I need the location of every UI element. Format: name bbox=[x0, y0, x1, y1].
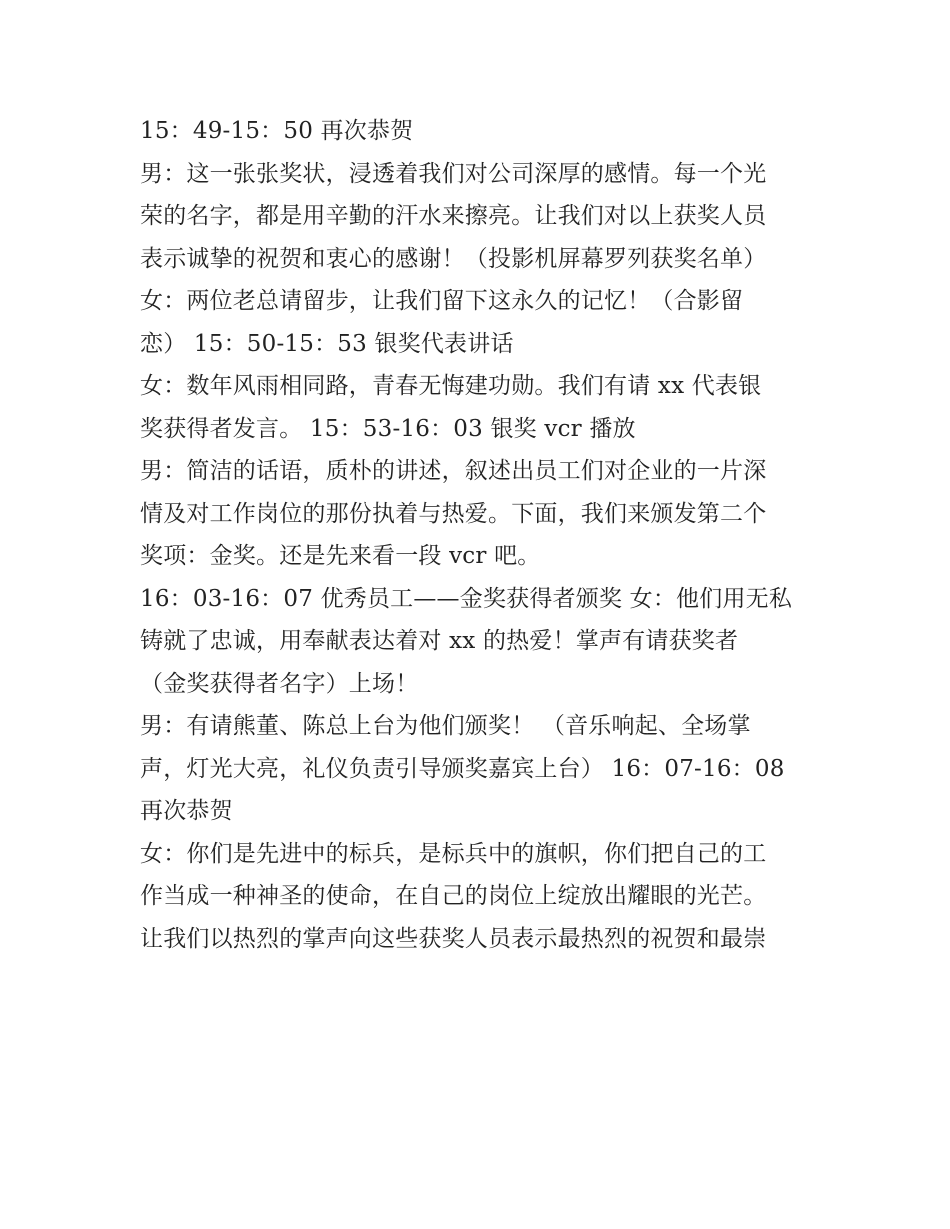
text-line: 男：有请熊董、陈总上台为他们颁奖！ （音乐响起、全场掌 bbox=[140, 713, 751, 739]
text-line: 男：这一张张奖状，浸透着我们对公司深厚的感情。每一个光 bbox=[140, 160, 767, 187]
text-line: 荣的名字，都是用辛勤的汗水来擦亮。让我们对以上获奖人员 bbox=[140, 203, 767, 229]
text-line: 男：简洁的话语，质朴的讲述，叙述出员工们对企业的一片深 bbox=[140, 458, 767, 484]
text-line: 再次恭贺 bbox=[140, 798, 233, 824]
text-line: 表示诚挚的祝贺和衷心的感谢！（投影机屏幕罗列获奖名单） bbox=[140, 245, 767, 272]
text-line: 情及对工作岗位的那份执着与热爱。下面，我们来颁发第二个 bbox=[140, 500, 767, 527]
document-body bbox=[140, 110, 820, 960]
text-line: 15：49-15：50 再次恭贺 bbox=[140, 118, 414, 144]
text-line: 16：03-16：07 优秀员工——金奖获得者颁奖 女：他们用无私 bbox=[140, 585, 793, 612]
text-line: （金奖获得者名字）上场！ bbox=[140, 670, 419, 697]
text-line: 恋） 15：50-15：53 银奖代表讲话 bbox=[140, 330, 514, 357]
text-line: 女：你们是先进中的标兵，是标兵中的旗帜，你们把自己的工 bbox=[140, 840, 767, 867]
text-line: 声，灯光大亮，礼仪负责引导颁奖嘉宾上台） 16：07-16：08 bbox=[140, 755, 785, 782]
text-line: 女：数年风雨相同路，青春无悔建功勋。我们有请 xx 代表银 bbox=[140, 373, 762, 399]
text-line: 女：两位老总请留步，让我们留下这永久的记忆！（合影留 bbox=[140, 288, 744, 314]
text-line: 作当成一种神圣的使命，在自己的岗位上绽放出耀眼的光芒。 bbox=[140, 883, 767, 909]
text-line: 奖获得者发言。 15：53-16：03 银奖 vcr 播放 bbox=[140, 415, 636, 442]
text-line: 让我们以热烈的掌声向这些获奖人员表示最热烈的祝贺和最崇 bbox=[140, 925, 767, 952]
text-line: 奖项：金奖。还是先来看一段 vcr 吧。 bbox=[140, 543, 541, 569]
text-line: 铸就了忠诚，用奉献表达着对 xx 的热爱！掌声有请获奖者 bbox=[140, 628, 739, 654]
